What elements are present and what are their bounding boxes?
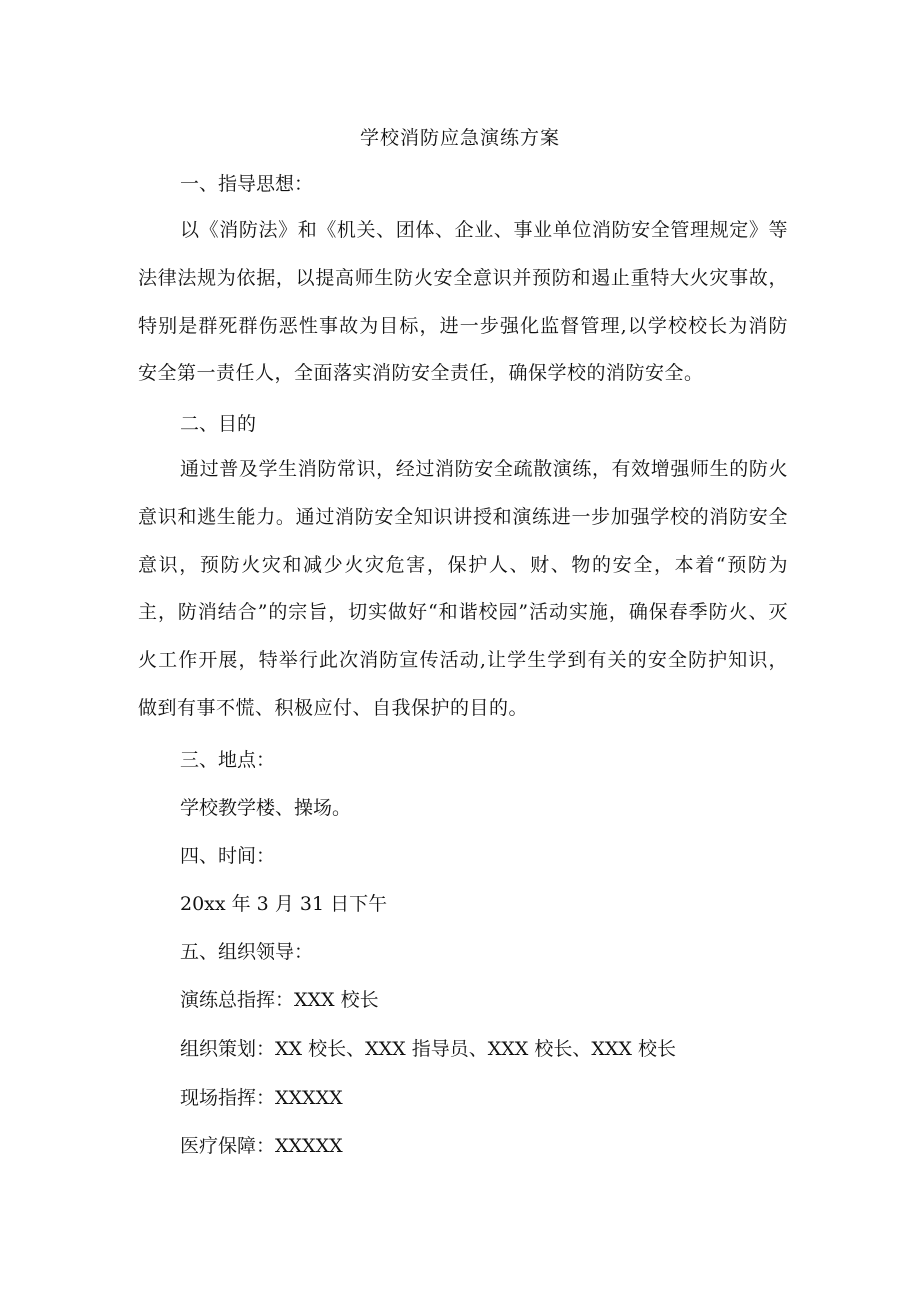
role-medical-support: 医疗保障：XXXXX: [180, 1135, 343, 1157]
document-title: 学校消防应急演练方案: [359, 127, 560, 149]
section-body-purpose: 通过普及学生消防常识，经过消防安全疏散演练，有效增强师生的防火意识和逃生能力。通过消防安全知识讲授和演练进一步加强学校的消防安全意识，预防火灾和减少火灾危害，保护人、财、物的安全，本着“预防为主，防消结合”的宗旨，切实做好“和谐校园”活动实施，确保春季防火、灭火工作开展，特举行此次消防宣传活动,让学生学到有关的安全防护知识，做到有事不慌、积极应付、自我保护的目的。: [138, 458, 788, 719]
section-heading-purpose: 二、目的: [180, 413, 257, 435]
section-heading-location: 三、地点：: [180, 749, 276, 771]
role-chief-commander: 演练总指挥：XXX 校长: [180, 989, 379, 1011]
section-body-guiding-ideology: 以《消防法》和《机关、团体、企业、事业单位消防安全管理规定》等法律法规为依据，以提高师生防火安全意识并预防和遏止重特大火灾事故，特别是群死群伤恶性事故为目标，进一步强化监督管理,以学校校长为消防安全第一责任人，全面落实消防安全责任，确保学校的消防安全。: [138, 219, 788, 385]
section-heading-time: 四、时间：: [180, 845, 276, 867]
section-heading-organization: 五、组织领导：: [180, 941, 314, 963]
section-heading-guiding-ideology: 一、指导思想：: [180, 173, 314, 195]
section-body-time: 20xx 年 3 月 31 日下午: [180, 893, 388, 915]
role-planning: 组织策划：XX 校长、XXX 指导员、XXX 校长、XXX 校长: [180, 1038, 676, 1060]
section-body-location: 学校教学楼、操场。: [180, 797, 352, 819]
role-site-commander: 现场指挥：XXXXX: [180, 1087, 343, 1109]
